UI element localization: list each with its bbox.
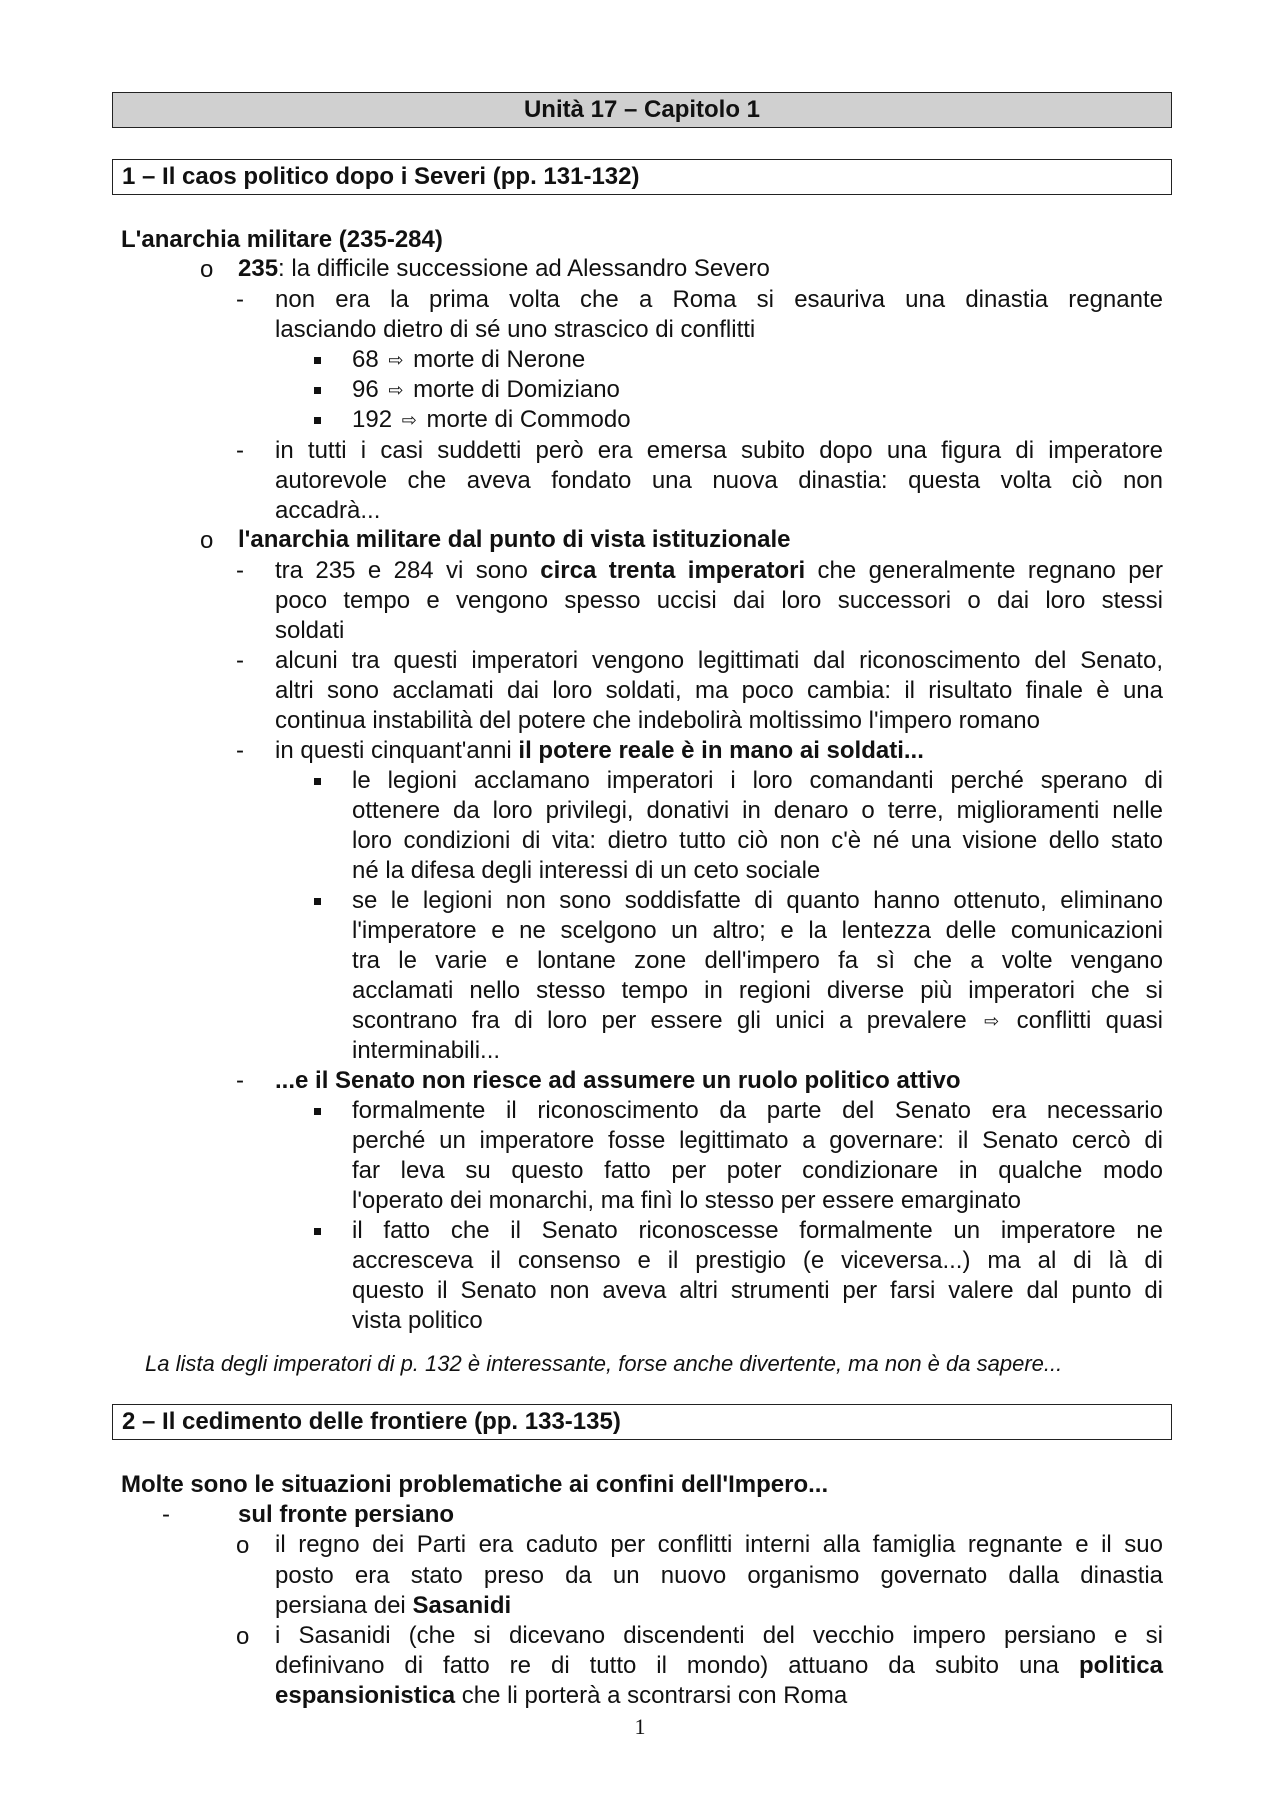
dash-bullet: - xyxy=(236,286,244,313)
circle-bullet: o xyxy=(236,1532,250,1559)
dash-bullet: - xyxy=(162,1501,170,1528)
section-1-heading-text: 1 – Il caos politico dopo i Severi (pp. 131-132) xyxy=(122,163,640,190)
text-line xyxy=(275,556,1163,586)
item-text: morte di Nerone xyxy=(413,346,586,373)
text-line xyxy=(352,1006,1163,1037)
square-bullet xyxy=(314,417,321,424)
text-line: questo il Senato non aveva altri strumenti per farsi valere dal punto di xyxy=(352,1277,1163,1304)
square-bullet xyxy=(314,357,321,364)
item-text: morte di Domiziano xyxy=(413,376,620,403)
text-line: acclamati nello stesso tempo in regioni diverse più imperatori che si xyxy=(352,977,1163,1004)
text-span: conflitti quasi xyxy=(1016,1007,1163,1034)
text-line: alcuni tra questi imperatori vengono legittimati dal riconoscimento del Senato, xyxy=(275,647,1163,674)
dash-bullet: - xyxy=(236,557,244,584)
text-line xyxy=(275,736,924,766)
text-line: il fatto che il Senato riconoscesse formalmente un imperatore ne xyxy=(352,1217,1163,1244)
year-text: 68 xyxy=(352,346,379,373)
arrow-icon: ⇨ xyxy=(388,350,404,370)
year-text: 96 xyxy=(352,376,379,403)
section-2-heading xyxy=(112,1404,1172,1440)
text-line: soldati xyxy=(275,617,345,644)
bold-text: circa trenta imperatori xyxy=(540,557,806,584)
note-text: La lista degli imperatori di p. 132 è interessante, forse anche divertente, ma non è da sapere... xyxy=(145,1351,1063,1376)
text-line: tra le varie e lontane zone dell'impero fa sì che a volte vengano xyxy=(352,947,1163,974)
square-bullet xyxy=(314,1108,321,1115)
list-item xyxy=(352,345,585,376)
list-item xyxy=(352,375,620,406)
text-line: l'operato dei monarchi, ma finì lo stesso per essere emarginato xyxy=(352,1187,1021,1214)
text-line: continua instabilità del potere che indebolirà moltissimo l'impero romano xyxy=(275,707,1040,734)
square-bullet xyxy=(314,898,321,905)
document-title xyxy=(112,92,1172,128)
text-line xyxy=(275,1591,511,1621)
circle-bullet: o xyxy=(200,527,214,554)
text-line: l'imperatore e ne scelgono un altro; e la lentezza delle comunicazioni xyxy=(352,917,1163,944)
circle-bullet: o xyxy=(200,256,214,283)
text-line: non era la prima volta che a Roma si esauriva una dinastia regnante xyxy=(275,286,1163,313)
text-line: ottenere da loro privilegi, donativi in denaro o terre, miglioramenti nelle xyxy=(352,797,1163,824)
list-item xyxy=(352,405,631,436)
text-line: poco tempo e vengono spesso uccisi dai loro successori o dai loro stessi xyxy=(275,587,1163,614)
text-line: accresceva il consenso e il prestigio (e viceversa...) ma al di là di xyxy=(352,1247,1163,1274)
text-span: tra 235 e 284 vi sono xyxy=(275,557,541,584)
section-2-heading-text: 2 – Il cedimento delle frontiere (pp. 133-135) xyxy=(122,1408,621,1435)
text-line: interminabili... xyxy=(352,1037,501,1064)
text-line: né la difesa degli interessi di un ceto sociale xyxy=(352,857,821,884)
text-line: loro condizioni di vita: dietro tutto ciò non c'è né una visione dello stato xyxy=(352,827,1163,854)
document-title-text: Unità 17 – Capitolo 1 xyxy=(523,96,761,123)
dash-bullet: - xyxy=(236,1067,244,1094)
text-line xyxy=(275,1651,1163,1681)
text-span: scontrano fra di loro per essere gli unici a prevalere xyxy=(352,1007,967,1034)
text-line: le legioni acclamano imperatori i loro comandanti perché sperano di xyxy=(352,767,1163,794)
section-2-subheading: Molte sono le situazioni problematiche ai confini dell'Impero... xyxy=(121,1471,829,1498)
text-line: i Sasanidi (che si dicevano discendenti del vecchio impero persiano e si xyxy=(275,1622,1163,1649)
section-1-heading xyxy=(112,159,1172,195)
section-1-subheading: L'anarchia militare (235-284) xyxy=(121,226,443,253)
dash-bullet: - xyxy=(236,737,244,764)
bold-text: Sasanidi xyxy=(412,1592,512,1619)
list-item: sul fronte persiano xyxy=(238,1501,455,1528)
arrow-icon: ⇨ xyxy=(388,380,404,400)
text-line: in tutti i casi suddetti però era emersa subito dopo una figura di imperatore xyxy=(275,437,1163,464)
list-item: l'anarchia militare dal punto di vista istituzionale xyxy=(238,526,791,553)
text-line: autorevole che aveva fondato una nuova dinastia: questa volta ciò non xyxy=(275,467,1163,494)
text-span: definivano di fatto re di tutto il mondo) attuano da subito una xyxy=(275,1652,1079,1679)
bold-text: politica xyxy=(1078,1652,1163,1679)
text-span: che generalmente regnano per xyxy=(805,557,1163,584)
text-line: il regno dei Parti era caduto per conflitti interni alla famiglia regnante e il suo xyxy=(275,1531,1163,1558)
dash-bullet: - xyxy=(236,437,244,464)
square-bullet xyxy=(314,387,321,394)
text-line: accadrà... xyxy=(275,497,381,524)
bold-text: il potere reale è in mano ai soldati... xyxy=(518,737,924,764)
circle-bullet: o xyxy=(236,1623,250,1650)
list-item xyxy=(238,254,770,284)
text-line: formalmente il riconoscimento da parte del Senato era necessario xyxy=(352,1097,1163,1124)
text-line: lasciando dietro di sé uno strascico di conflitti xyxy=(275,316,756,343)
text-line: se le legioni non sono soddisfatte di quanto hanno ottenuto, eliminano xyxy=(352,887,1163,914)
item-text: morte di Commodo xyxy=(426,406,631,433)
text-line: far leva su questo fatto per poter condizionare in qualche modo xyxy=(352,1157,1163,1184)
arrow-icon: ⇨ xyxy=(984,1011,1000,1031)
square-bullet xyxy=(314,778,321,785)
text-line: posto era stato preso da un nuovo organismo governato dalla dinastia xyxy=(275,1562,1163,1589)
text-line: perché un imperatore fosse legittimato a governare: il Senato cercò di xyxy=(352,1127,1163,1154)
item-text: : la difficile successione ad Alessandro Severo xyxy=(278,255,770,282)
arrow-icon: ⇨ xyxy=(401,410,417,430)
text-span: persiana dei xyxy=(275,1592,413,1619)
text-line: vista politico xyxy=(352,1307,483,1334)
text-span: in questi cinquant'anni xyxy=(275,737,519,764)
text-line: ...e il Senato non riesce ad assumere un ruolo politico attivo xyxy=(275,1067,961,1094)
bold-text: espansionistica xyxy=(275,1682,456,1709)
text-span: che li porterà a scontrarsi con Roma xyxy=(455,1682,848,1709)
square-bullet xyxy=(314,1228,321,1235)
page-number: 1 xyxy=(634,1714,646,1739)
year-text: 235 xyxy=(238,255,279,282)
text-line: altri sono acclamati dai loro soldati, ma poco cambia: il risultato finale è una xyxy=(275,677,1163,704)
dash-bullet: - xyxy=(236,647,244,674)
year-text: 192 xyxy=(352,406,393,433)
text-line xyxy=(275,1681,847,1711)
